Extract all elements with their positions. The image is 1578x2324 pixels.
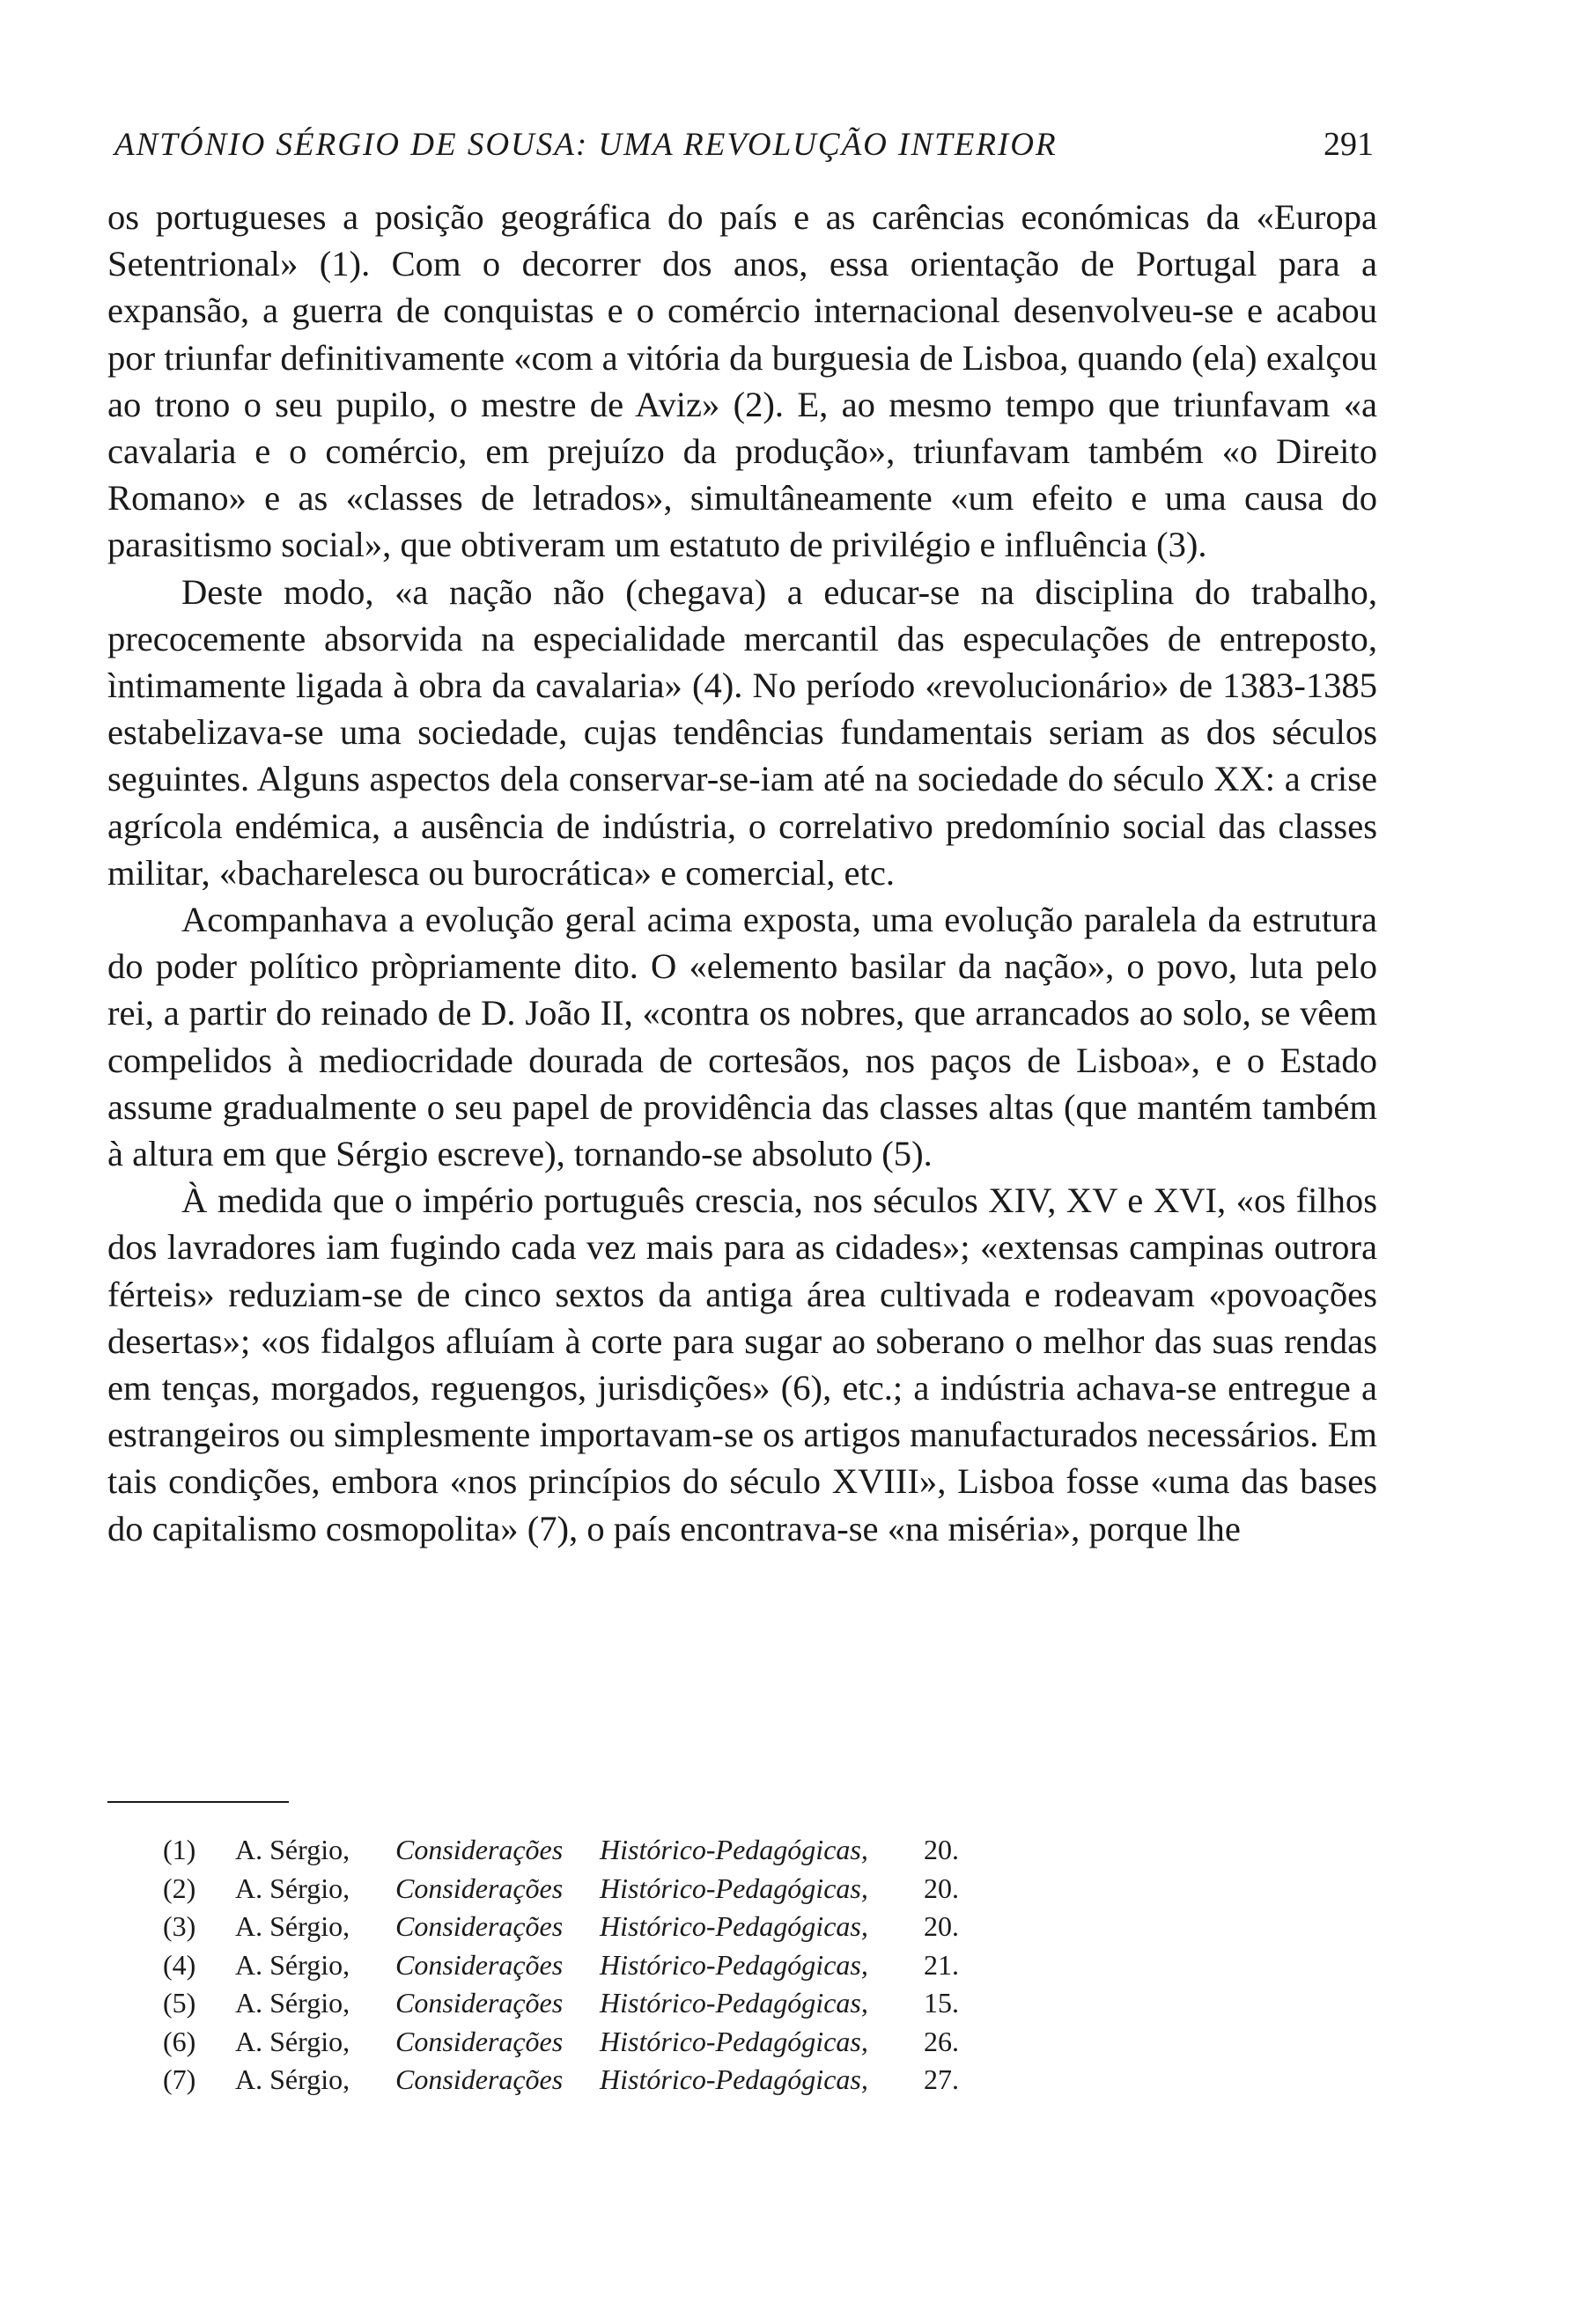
- footnote-title-part-1: Considerações: [395, 1872, 564, 1904]
- footnote-title-part-1: Considerações: [395, 1987, 564, 2019]
- footnote-title-part-2: Histórico-Pedagógicas,: [600, 1872, 868, 1904]
- footnote-marker: (3): [163, 1910, 196, 1942]
- footnote-4: [163, 1946, 1043, 1985]
- footnote-page: 15.: [924, 1987, 959, 2019]
- footnote-author: A. Sérgio,: [235, 1948, 350, 1981]
- footnote-author: A. Sérgio,: [235, 2025, 350, 2057]
- footnote-page: 21.: [924, 1948, 959, 1981]
- paragraph-2: Deste modo, «a nação não (chegava) a educar-se na disciplina do trabalho, precocemente absorvida na especialidade mercantil das especulações de entreposto, ìntimamente ligada à obra da cavalaria» (4). No período «revolucionário» de 1383-1385 estabelizava-se uma sociedade, cujas tendências fundamentais seriam as dos séculos seguintes. Alguns aspectos dela conservar-se-iam até na sociedade do século XX: a crise agrícola endémica, a ausência de indústria, o correlativo predomínio social das classes militar, «bacharelesca ou burocrática» e comercial, etc.: [107, 571, 1377, 893]
- footnote-5: [163, 1984, 1043, 2023]
- footnote-title-part-1: Considerações: [395, 1834, 564, 1865]
- footnote-6: [163, 2023, 1043, 2062]
- footnote-page: 20.: [924, 1910, 959, 1942]
- running-head: [114, 125, 1374, 178]
- footnote-author: A. Sérgio,: [235, 1987, 350, 2019]
- footnote-3: [163, 1908, 1043, 1946]
- footnote-title-part-2: Histórico-Pedagógicas,: [600, 1987, 868, 2019]
- footnote-title-part-2: Histórico-Pedagógicas,: [600, 1948, 868, 1981]
- footnote-author: A. Sérgio,: [235, 1872, 350, 1904]
- footnote-title-part-1: Considerações: [395, 1948, 564, 1981]
- footnote-marker: (1): [163, 1834, 196, 1865]
- footnote-author: A. Sérgio,: [235, 1834, 350, 1865]
- page-number: 291: [1324, 126, 1374, 163]
- footnote-divider: [107, 1801, 289, 1803]
- footnote-1: [163, 1831, 1043, 1870]
- footnote-title-part-1: Considerações: [395, 1910, 564, 1942]
- footnote-marker: (7): [163, 2063, 196, 2095]
- footnote-page: 26.: [924, 2025, 959, 2057]
- footnote-title-part-2: Histórico-Pedagógicas,: [600, 2063, 868, 2095]
- footnote-page: 20.: [924, 1834, 959, 1865]
- footnote-title-part-1: Considerações: [395, 2025, 564, 2057]
- footnote-7: [163, 2061, 1043, 2100]
- footnote-marker: (4): [163, 1948, 196, 1981]
- running-title: ANTÓNIO SÉRGIO DE SOUSA: UMA REVOLUÇÃO INTERIOR: [114, 127, 1058, 163]
- footnote-marker: (6): [163, 2025, 196, 2057]
- paragraph-1: os portugueses a posição geográfica do país e as carências económicas da «Europa Setentrional» (1). Com o decorrer dos anos, essa orientação de Portugal para a expansão, a guerra de conquistas e o comércio internacional desenvolveu-se e acabou por triunfar definitivamente «com a vitória da burguesia de Lisboa, quando (ela) exalçou ao trono o seu pupilo, o mestre de Aviz» (2). E, ao mesmo tempo que triunfavam «a cavalaria e o comércio, em prejuízo da produção», triunfavam também «o Direito Romano» e as «classes de letrados», simultâneamente «um efeito e uma causa do parasitismo social», que obtiveram um estatuto de privilégio e influência (3).: [107, 197, 1377, 565]
- footnote-author: A. Sérgio,: [235, 1910, 350, 1942]
- footnote-author: A. Sérgio,: [235, 2063, 350, 2095]
- footnote-title-part-1: Considerações: [395, 2063, 564, 2095]
- footnote-title-part-2: Histórico-Pedagógicas,: [600, 1834, 868, 1865]
- footnote-page: 20.: [924, 1872, 959, 1904]
- body-text: [107, 194, 1377, 1552]
- footnote-title-part-2: Histórico-Pedagógicas,: [600, 2025, 868, 2057]
- paragraph-4: À medida que o império português crescia, nos séculos XIV, XV e XVI, «os filhos dos lavradores iam fugindo cada vez mais para as cidades»; «extensas campinas outrora férteis» reduziam-se de cinco sextos da antiga área cultivada e rodeavam «povoações desertas»; «os fidalgos afluíam à corte para sugar ao soberano o melhor das suas rendas em tenças, morgados, reguengos, jurisdições» (6), etc.; a indústria achava-se entregue a estrangeiros ou simplesmente importavam-se os artigos manufacturados necessários. Em tais condições, embora «nos princípios do século XVIII», Lisboa fosse «uma das bases do capitalismo cosmopolita» (7), o país encontrava-se «na miséria», porque lhe: [107, 1180, 1377, 1548]
- footnotes: [163, 1831, 1043, 2100]
- footnote-2: [163, 1870, 1043, 1908]
- paragraph-3: Acompanhava a evolução geral acima exposta, uma evolução paralela da estrutura do poder político pròpriamente dito. O «elemento basilar da nação», o povo, luta pelo rei, a partir do reinado de D. João II, «contra os nobres, que arrancados ao solo, se vêem compelidos à mediocridade dourada de cortesãos, nos paços de Lisboa», e o Estado assume gradualmente o seu papel de providência das classes altas (que mantém também à altura em que Sérgio escreve), tornando-se absoluto (5).: [107, 900, 1377, 1174]
- footnote-page: 27.: [924, 2063, 959, 2095]
- footnote-marker: (5): [163, 1987, 196, 2019]
- footnote-marker: (2): [163, 1872, 196, 1904]
- footnote-title-part-2: Histórico-Pedagógicas,: [600, 1910, 868, 1942]
